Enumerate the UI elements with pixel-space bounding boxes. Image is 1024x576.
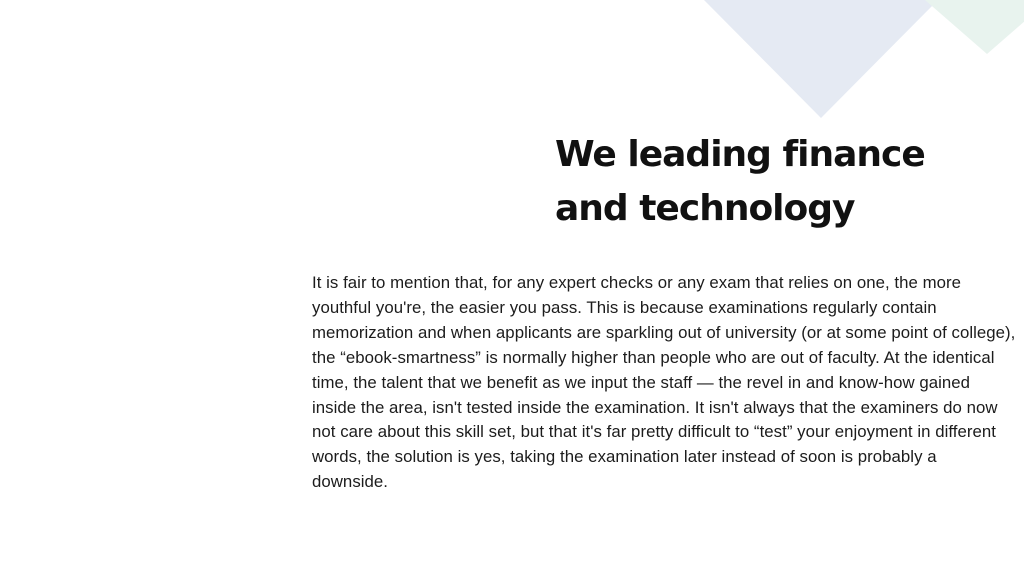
decorative-triangle-blue [704,0,938,118]
heading-line-2: and technology [555,188,855,229]
body-paragraph: It is fair to mention that, for any expert checks or any exam that relies on one, the more youthful you're, the easier you pass. This is because examinations regularly contain memorization and when applicants are sparkling out of university (or at some point of college), the “ebook-smartness” is normally higher than people who are out of faculty. At the identical time, the talent that we benefit as we input the staff — the revel in and know-how gained inside the area, isn't tested inside the examination. It isn't always that the examiners do now not care about this skill set, but that it's far pretty difficult to “test” your enjoyment in different words, the solution is yes, taking the examination later instead of soon is probably a downside. [312,273,1016,492]
heading-line-1: We leading finance [555,134,925,175]
decorative-triangle-green [925,0,1024,54]
page-heading [555,128,975,236]
